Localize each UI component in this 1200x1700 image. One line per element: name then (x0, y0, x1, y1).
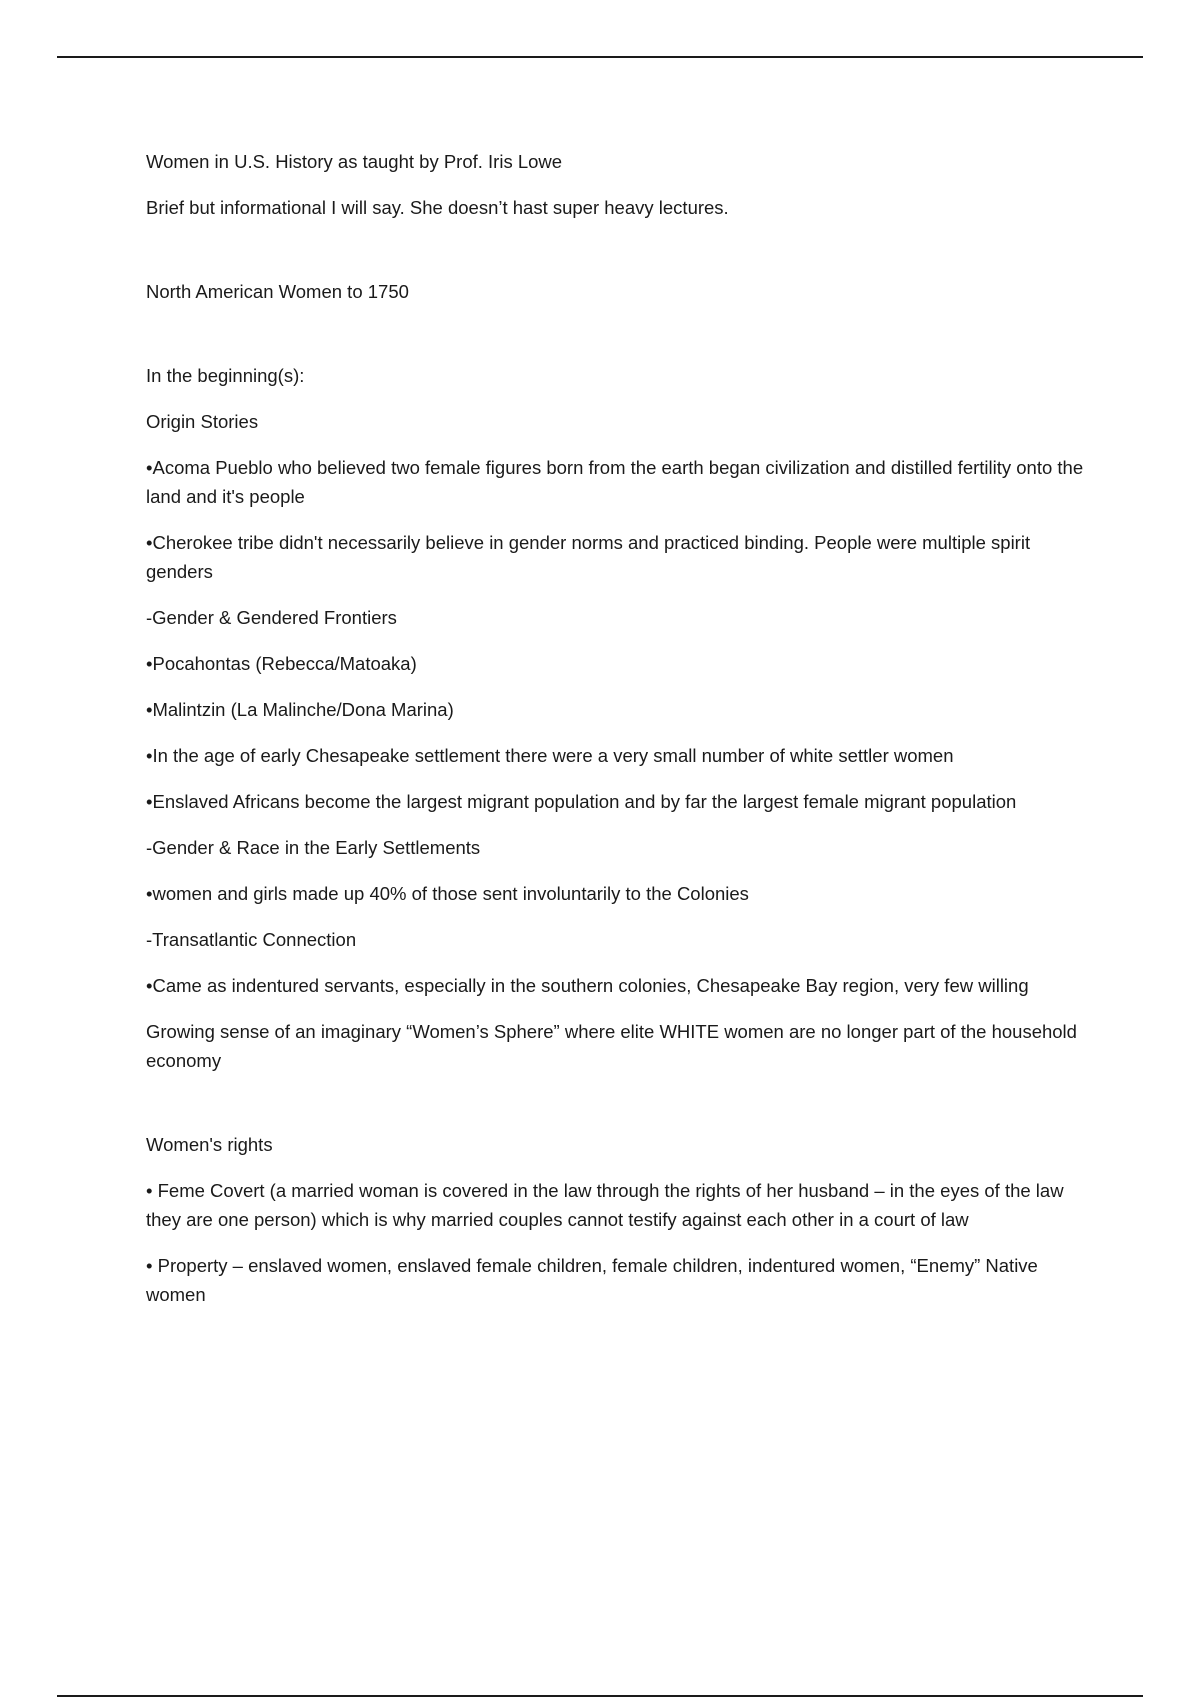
forty-percent-bullet: •women and girls made up 40% of those sent involuntarily to the Colonies (146, 883, 749, 904)
enslaved-bullet: •Enslaved Africans become the largest migrant population and by far the largest female migrant population (146, 791, 1017, 812)
chesapeake-bullet: •In the age of early Chesapeake settlement there were a very small number of white settler women (146, 745, 954, 766)
course-title-line: Women in U.S. History as taught by Prof. Iris Lowe (146, 151, 563, 172)
header-rule (57, 56, 1143, 58)
beginnings-heading: In the beginning(s): (146, 365, 305, 386)
pocahontas-bullet: •Pocahontas (Rebecca/Matoaka) (146, 653, 417, 674)
footer-rule (57, 1695, 1143, 1697)
gender-race-heading: -Gender & Race in the Early Settlements (146, 837, 481, 858)
indentured-bullet: •Came as indentured servants, especially in the southern colonies, Chesapeake Bay region, very few willing (146, 975, 1029, 996)
acoma-bullet: •Acoma Pueblo who believed two female figures born from the earth began civilization and distilled fertility onto the land and it's people (146, 457, 1084, 507)
malintzin-bullet: •Malintzin (La Malinche/Dona Marina) (146, 699, 454, 720)
section-heading-1750: North American Women to 1750 (146, 281, 409, 302)
document-body (146, 147, 1096, 1309)
transatlantic-heading: -Transatlantic Connection (146, 929, 357, 950)
property-bullet: • Property – enslaved women, enslaved female children, female children, indentured women, “Enemy” Native women (146, 1255, 1038, 1305)
womens-rights-heading: Women's rights (146, 1134, 273, 1155)
cherokee-bullet: •Cherokee tribe didn't necessarily believe in gender norms and practiced binding. People were multiple spirit genders (146, 532, 1031, 582)
origin-stories-heading: Origin Stories (146, 411, 259, 432)
womens-sphere-paragraph: Growing sense of an imaginary “Women’s Sphere” where elite WHITE women are no longer part of the household economy (146, 1021, 1077, 1071)
intro-line: Brief but informational I will say. She doesn’t hast super heavy lectures. (146, 197, 729, 218)
feme-covert-bullet: • Feme Covert (a married woman is covered in the law through the rights of her husband – in the eyes of the law they are one person) which is why married couples cannot testify against each other in a court of law (146, 1180, 1064, 1230)
gender-frontiers-heading: -Gender & Gendered Frontiers (146, 607, 397, 628)
